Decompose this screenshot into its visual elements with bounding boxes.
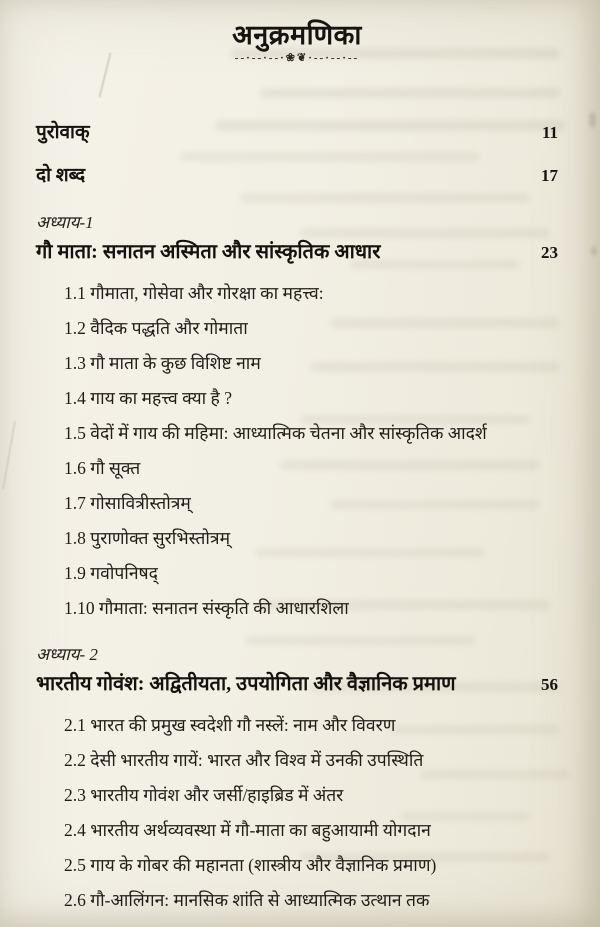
chapter-label: अध्याय-1 [36, 213, 94, 232]
section-item: 1.10 गौमाता: सनातन संस्कृति की आधारशिला [64, 598, 349, 618]
toc-page-number: 56 [541, 675, 558, 694]
toc-page-number: 23 [541, 243, 558, 262]
chapter-block-2 [36, 644, 558, 912]
chapter-sections [36, 714, 558, 912]
section-item: 1.2 वैदिक पद्धति और गोमाता [64, 318, 248, 338]
section-item: 1.3 गौ माता के कुछ विशिष्ट नाम [64, 353, 261, 373]
toc-entry [36, 671, 558, 697]
section-item: 2.6 गौ-आलिंगन: मानसिक शांति से आध्यात्मिक उत्थान तक [64, 890, 430, 910]
toc-entry [36, 239, 558, 265]
section-item: 2.5 गाय के गोबर की महानता (शास्त्रीय और वैज्ञानिक प्रमाण) [64, 855, 437, 875]
section-item: 1.9 गवोपनिषद् [64, 563, 158, 583]
section-item: 2.3 भारतीय गोवंश और जर्सी/हाइब्रिड में अंतर [64, 785, 344, 805]
section-item: 1.6 गौ सूक्त [64, 458, 141, 478]
section-item: 1.5 वेदों में गाय की महिमा: आध्यात्मिक चेतना और सांस्कृतिक आदर्श [64, 423, 487, 443]
section-item: 2.4 भारतीय अर्थव्यवस्था में गौ-माता का बहुआयामी योगदान [64, 820, 431, 840]
front-matter [36, 121, 558, 188]
section-item: 1.8 पुराणोक्त सुरभिस्तोत्रम् [64, 528, 231, 548]
chapter-title: गौ माता: सनातन अस्मिता और सांस्कृतिक आधार [36, 241, 381, 263]
toc-entry-label: पुरोवाक् [36, 122, 90, 143]
chapter-title: भारतीय गोवंश: अद्वितीयता, उपयोगिता और वैज्ञानिक प्रमाण [36, 673, 456, 695]
chapter-label: अध्याय- 2 [36, 645, 98, 664]
section-item: 1.4 गाय का महत्त्व क्या है ? [64, 388, 232, 408]
section-item: 2.1 भारत की प्रमुख स्वदेशी गौ नस्लें: नाम और विवरण [64, 715, 396, 735]
chapter-sections [36, 282, 558, 620]
toc-entry-label: दो शब्द [36, 165, 86, 186]
section-item: 1.1 गौमाता, गोसेवा और गोरक्षा का महत्त्व: [64, 283, 324, 303]
chapter-block-1 [36, 212, 558, 620]
section-item: 1.7 गोसावित्रीस्तोत्रम् [64, 493, 191, 513]
section-item: 2.2 देसी भारतीय गायें: भारत और विश्व में उनकी उपस्थिति [64, 750, 424, 770]
toc-entry [36, 121, 558, 145]
toc-page-number: 17 [541, 166, 558, 185]
toc-entry [36, 164, 558, 188]
toc-page-number: 11 [541, 123, 558, 142]
divider-ornament: --·--·--·❀❦·--·--·-- [234, 52, 360, 64]
page-title: अनुक्रमणिका [232, 20, 362, 50]
